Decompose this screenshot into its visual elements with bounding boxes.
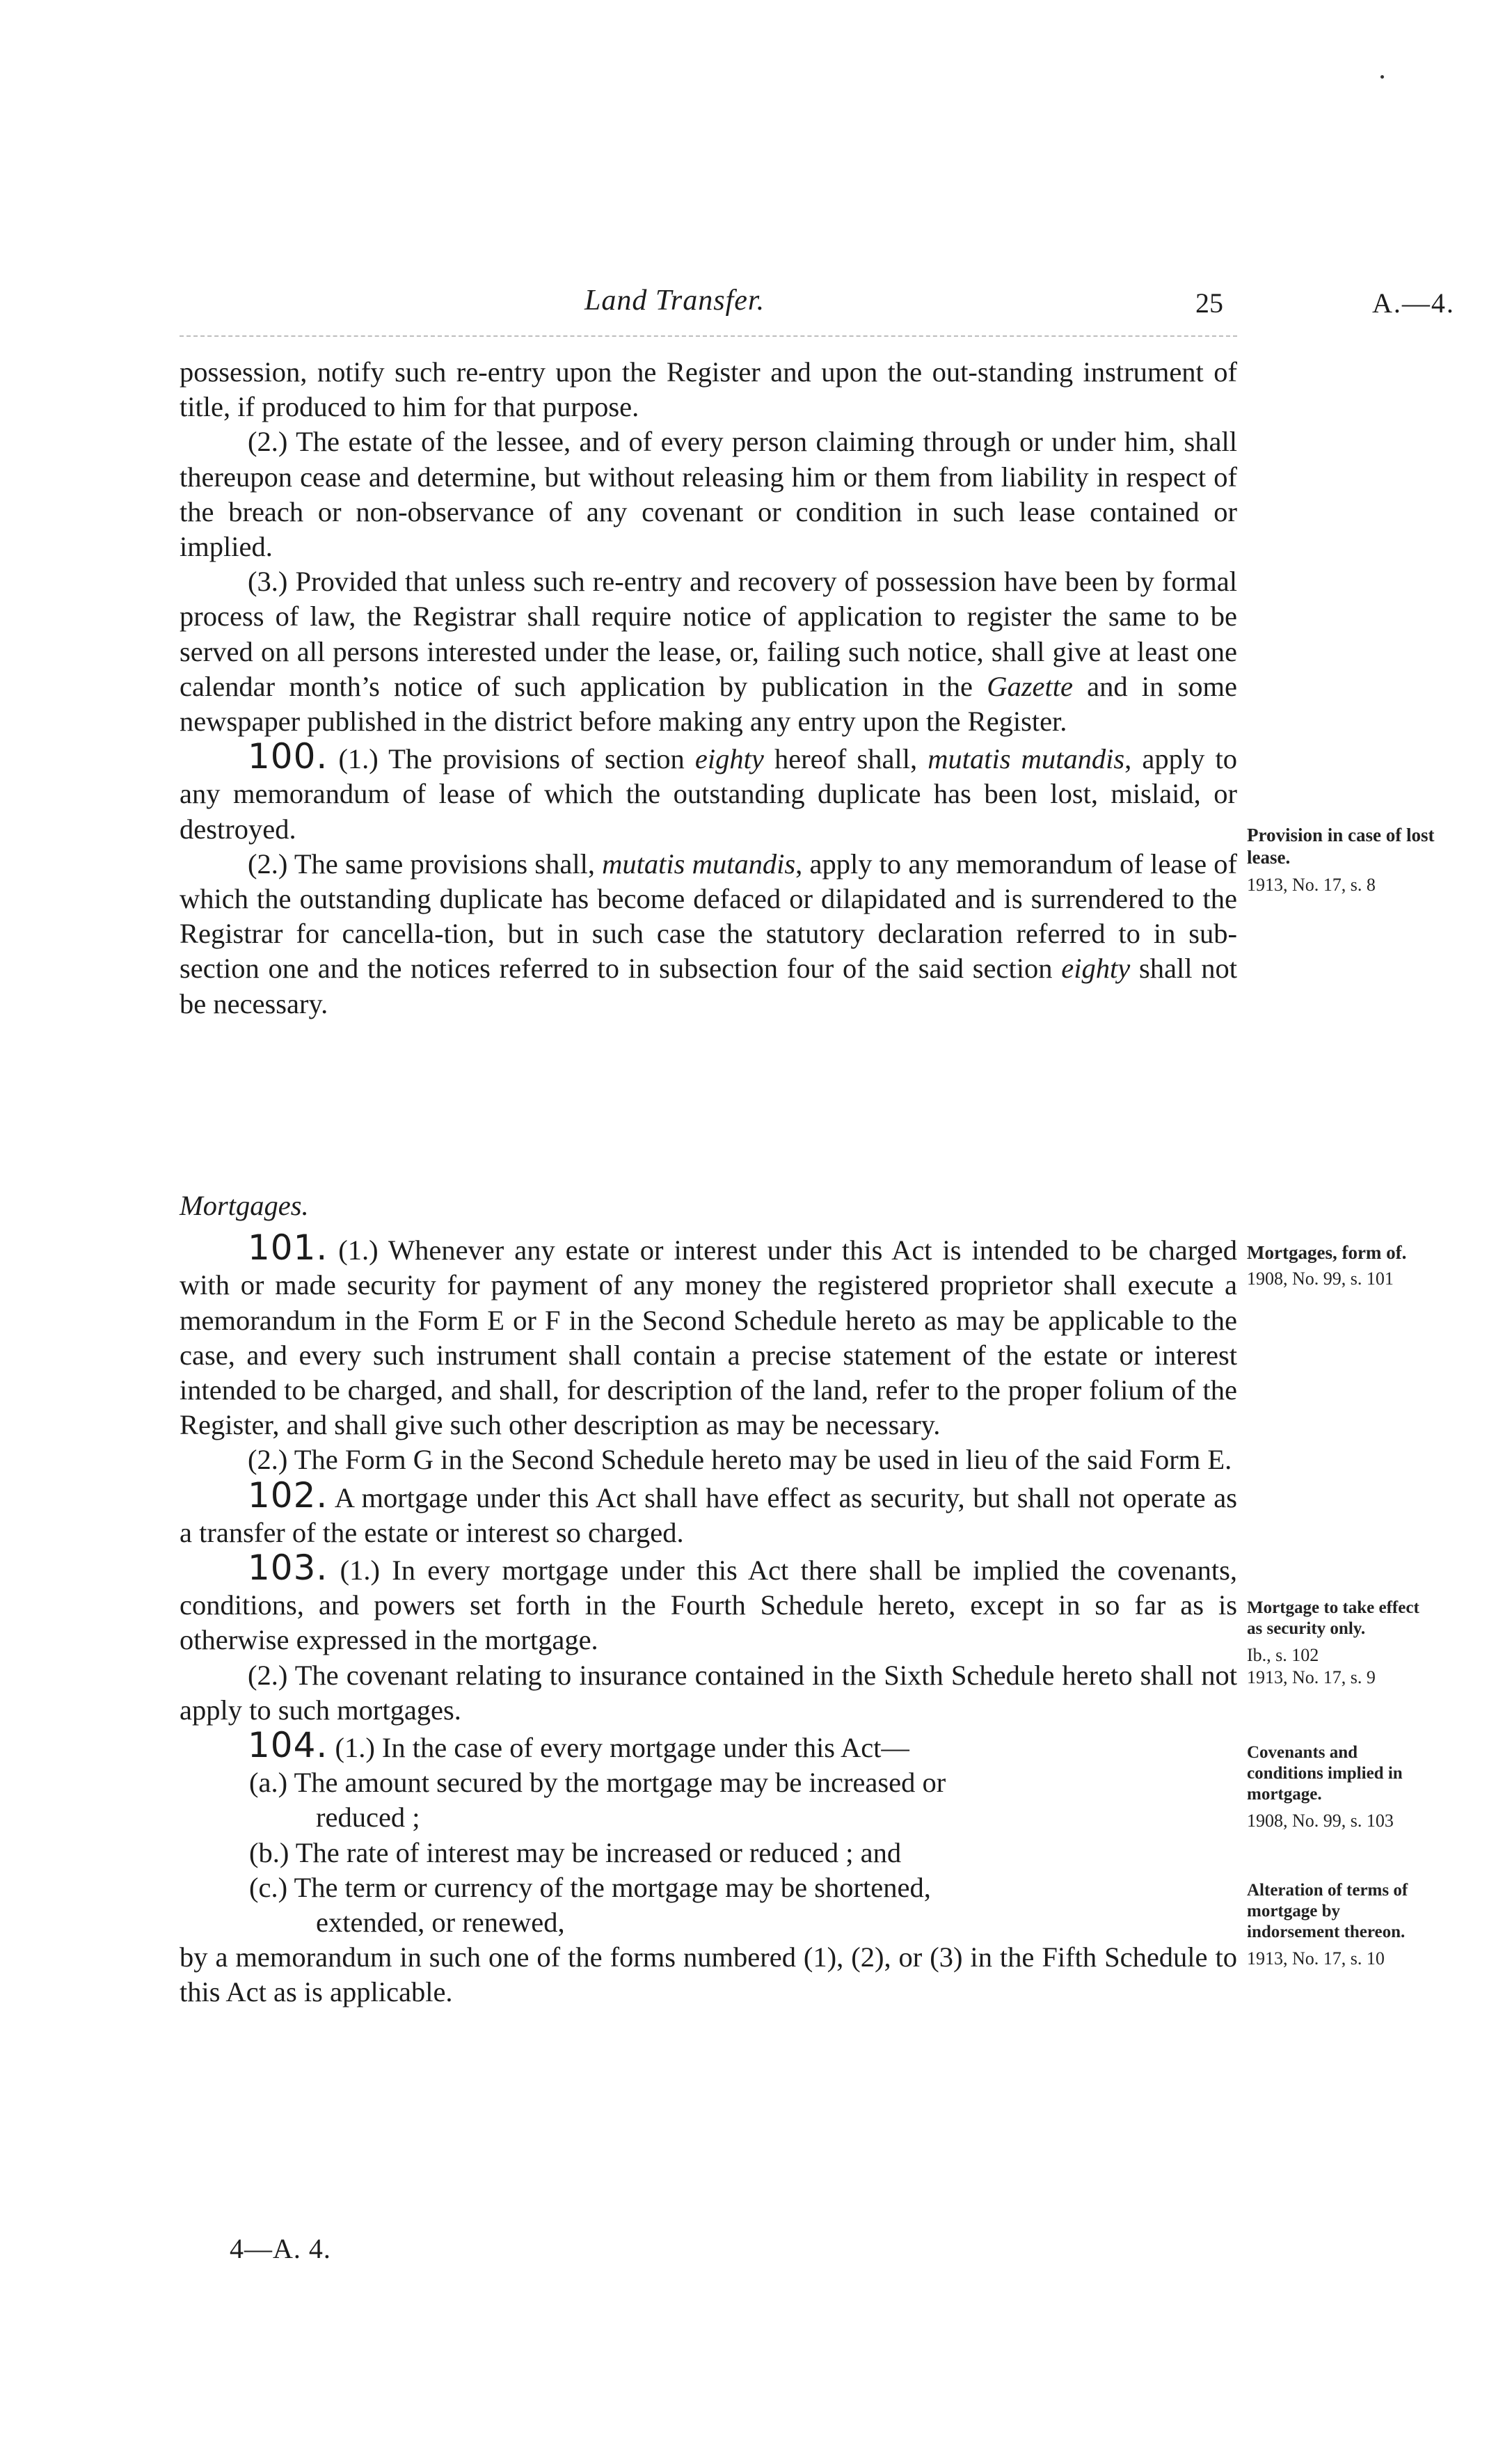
text-run: (1.) In the case of every mortgage under this Act— [328, 1732, 909, 1764]
section-104 [180, 1725, 1237, 1766]
section-103 [180, 1550, 1237, 1658]
speck-mark [1380, 75, 1384, 79]
margin-note-title: Covenants and conditions implied in mortgage. [1247, 1743, 1403, 1804]
margin-note-title: Mortgages, form of. [1247, 1242, 1407, 1263]
paragraph-99-2: (2.) The estate of the lessee, and of every person claiming through or under him, shall thereupon cease and determine, but without releasing him or them from liability in respect of the breach or non-observance of any covenant or condition in such lease contained or implied. [180, 426, 1237, 563]
section-number: 100. [248, 736, 328, 777]
margin-note-100 [1247, 824, 1456, 896]
list-item-text: (b.) The rate of interest may be increased or reduced ; and [249, 1836, 902, 1868]
margin-note-reference: 1913, No. 17, s. 10 [1247, 1948, 1385, 1969]
section-100-2 [180, 847, 1237, 1021]
text-run: (2.) The same provisions shall, [248, 848, 603, 880]
text-run: A mortgage under this Act shall have effect as security, but shall not operate as a transfer of the estate or interest so charged. [180, 1481, 1237, 1548]
italic-run: eighty [1061, 953, 1131, 985]
section-101 [180, 1227, 1237, 1442]
margin-note-101 [1247, 1241, 1456, 1290]
list-item-text: (a.) The amount secured by the mortgage may be increased or [249, 1767, 946, 1799]
text-run: (1.) In every mortgage under this Act there shall be implied the covenants, conditions, and powers set forth in the Fourth Schedule hereto, except in so far as is otherwise expressed in the mortgage. [180, 1555, 1237, 1656]
margin-note-title: Alteration of terms of mortgage by indorsement thereon. [1247, 1881, 1408, 1941]
header-rule [180, 335, 1237, 337]
text-run: (3.) Provided that unless such re-entry and recovery of possession have been by formal process of law, the Registrar shall require notice of application to register the same to be served on all persons interested under the lease, or, failing such notice, shall give at least one calendar month’s notice of such application by publication in the [180, 566, 1237, 702]
text-run: (1.) The provisions of section [328, 743, 695, 775]
margin-note-title: Provision in case of lost lease. [1247, 825, 1435, 868]
margin-note-reference: 1908, No. 99, s. 101 [1247, 1269, 1394, 1289]
page-number: 25 [1195, 287, 1223, 319]
running-head-title: Land Transfer. [584, 285, 765, 317]
italic-run: mutatis mutandis [928, 743, 1125, 775]
section-102 [180, 1474, 1237, 1550]
text-run: and in some newspaper published in the district before making any entry upon the Register. [180, 670, 1238, 738]
section-100 [180, 736, 1237, 847]
section-101-2: (2.) The Form G in the Second Schedule hereto may be used in lieu of the said Form E. [248, 1444, 1232, 1476]
list-item-continuation: extended, or renewed, [316, 1907, 565, 1939]
section-number: 104. [248, 1725, 328, 1766]
paragraph-99-3 [180, 564, 1237, 739]
margin-note-reference: 1913, No. 17, s. 8 [1247, 875, 1376, 895]
section-103-2: (2.) The covenant relating to insurance contained in the Sixth Schedule hereto shall not apply to such mortgages. [180, 1659, 1237, 1726]
margin-note-102 [1247, 1598, 1421, 1688]
section-number: 101. [248, 1227, 328, 1269]
paragraph-continuation: possession, notify such re-entry upon the Register and upon the out-standing instrument of title, if produced to him for that purpose. [180, 356, 1237, 423]
margin-note-103 [1247, 1742, 1435, 1831]
text-run: (1.) Whenever any estate or interest under this Act is intended to be charged with or made security for payment of any money the registered proprietor shall execute a memorandum in the Form E or F in the Second Schedule hereto as may be applicable to the case, and every such instrument shall contain a precise statement of the estate or interest intended to be charged, and shall, for description of the land, refer to the proper folium of the Register, and shall give such other description as may be necessary. [180, 1234, 1237, 1441]
list-item-a [180, 1765, 1237, 1835]
list-item-text: (c.) The term or currency of the mortgage may be shortened, [249, 1871, 931, 1903]
signature-mark: 4—A. 4. [230, 2233, 331, 2264]
text-run: , apply to any memorandum of lease of which the outstanding duplicate has become defaced or dilapidated and is surrendered to the Registrar for cancella-tion, but in such case the statutory declaration referred to in sub-section one and the notices referred to in subsection four of the said section [180, 848, 1237, 985]
body-text-mortgages [180, 1188, 1237, 2010]
italic-run: mutatis mutandis [602, 848, 796, 880]
italic-run: eighty [694, 743, 764, 775]
list-item-continuation: reduced ; [316, 1802, 420, 1834]
gazette-italic: Gazette [987, 670, 1073, 702]
section-number: 103. [248, 1548, 328, 1589]
section-number: 102. [248, 1474, 328, 1516]
margin-note-reference: 1908, No. 99, s. 103 [1247, 1811, 1394, 1831]
section-104-closing: by a memorandum in such one of the forms numbered (1), (2), or (3) in the Fifth Schedule to this Act as is applicable. [180, 1941, 1237, 2008]
text-run: shall not be necessary. [180, 953, 1237, 1019]
text-run: hereof shall, [763, 743, 928, 775]
section-heading-mortgages: Mortgages. [180, 1190, 309, 1221]
margin-note-104 [1247, 1880, 1421, 1969]
series-reference: A.—4. [1372, 287, 1455, 319]
margin-note-reference: 1913, No. 17, s. 9 [1247, 1667, 1376, 1687]
text-run: , apply to any memorandum of lease of which the outstanding duplicate has been lost, mislaid, or destroyed. [180, 743, 1237, 845]
body-text-top [180, 355, 1237, 1021]
list-item-c [180, 1870, 1237, 1940]
margin-note-reference: Ib., s. 102 [1247, 1645, 1319, 1665]
margin-note-title: Mortgage to take effect as security only. [1247, 1598, 1419, 1638]
list-item-b [180, 1836, 1237, 1870]
